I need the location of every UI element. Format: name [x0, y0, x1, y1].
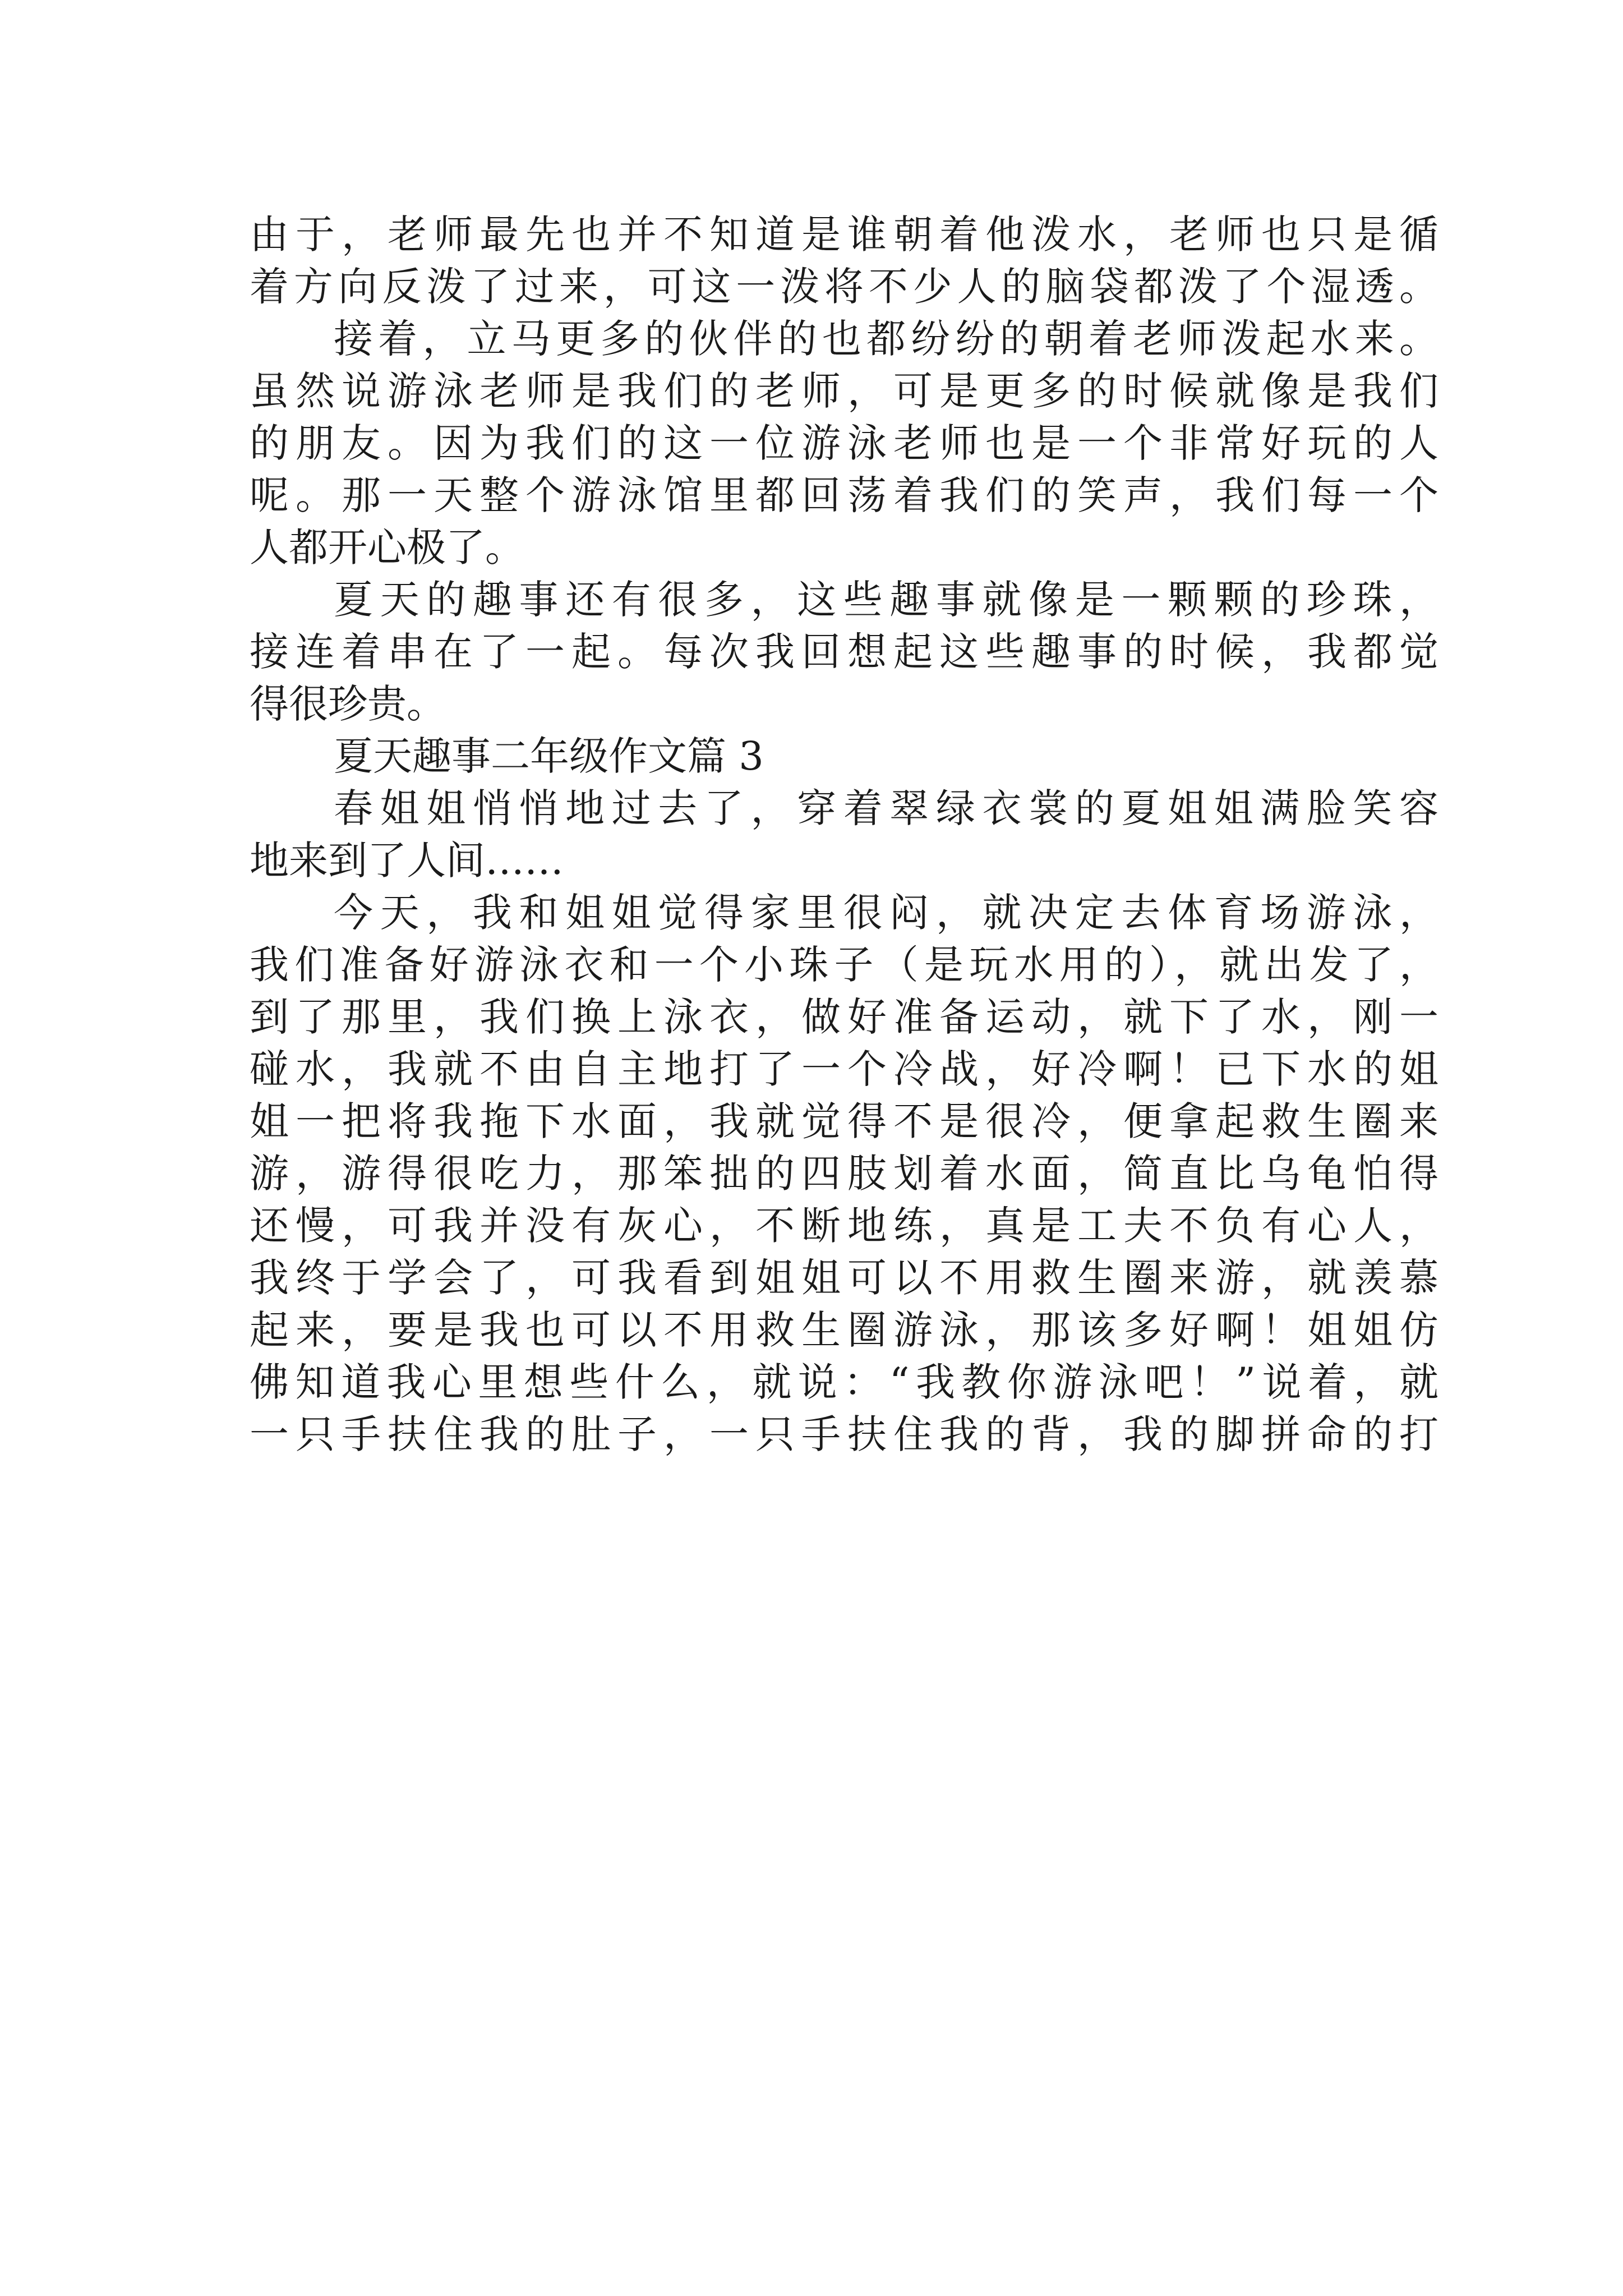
paragraph-start-line: 夏天的趣事还有很多，这些趣事就像是一颗颗的珍珠， [334, 577, 1438, 623]
text-line: 姐一把将我拖下水面，我就觉得不是很冷，便拿起救生圈来 [250, 1098, 1438, 1144]
text-line: 碰水，我就不由自主地打了一个冷战，好冷啊！已下水的姐 [250, 1046, 1438, 1092]
text-line: 接连着串在了一起。每次我回想起这些趣事的时候，我都觉 [250, 629, 1438, 675]
text-line: 佛知道我心里想些什么，就说：“我教你游泳吧！”说着，就 [250, 1359, 1438, 1405]
text-line: 呢。那一天整个游泳馆里都回荡着我们的笑声，我们每一个 [250, 472, 1438, 518]
paragraph-start-line: 春姐姐悄悄地过去了，穿着翠绿衣裳的夏姐姐满脸笑容 [334, 785, 1438, 831]
text-line: 起来，要是我也可以不用救生圈游泳，那该多好啊！姐姐仿 [250, 1307, 1438, 1353]
text-line: 的朋友。因为我们的这一位游泳老师也是一个非常好玩的人 [250, 420, 1438, 466]
paragraph-start-line: 接着，立马更多的伙伴的也都纷纷的朝着老师泼起水来。 [334, 316, 1438, 362]
text-line: 还慢，可我并没有灰心，不断地练，真是工夫不负有心人， [250, 1203, 1438, 1249]
text-line: 地来到了人间…… [250, 838, 564, 884]
document-body [250, 209, 1438, 1461]
text-line: 得很珍贵。 [250, 681, 446, 727]
text-line: 着方向反泼了过来，可这一泼将不少人的脑袋都泼了个湿透。 [250, 264, 1438, 310]
paragraph-start-line: 今天，我和姐姐觉得家里很闷，就决定去体育场游泳， [334, 890, 1438, 936]
text-line: 虽然说游泳老师是我们的老师，可是更多的时候就像是我们 [250, 368, 1438, 414]
text-line: 由于，老师最先也并不知道是谁朝着他泼水，老师也只是循 [250, 211, 1438, 257]
text-line: 我们准备好游泳衣和一个小珠子（是玩水用的），就出发了， [250, 942, 1438, 988]
section-heading: 夏天趣事二年级作文篇 3 [334, 733, 764, 779]
text-line: 人都开心极了。 [250, 524, 524, 570]
text-line: 一只手扶住我的肚子，一只手扶住我的背，我的脚拼命的打 [250, 1411, 1438, 1457]
text-line: 我终于学会了，可我看到姐姐可以不用救生圈来游，就羡慕 [250, 1255, 1438, 1301]
text-line: 到了那里，我们换上泳衣，做好准备运动，就下了水，刚一 [250, 994, 1438, 1040]
text-line: 游，游得很吃力，那笨拙的四肢划着水面，简直比乌龟怕得 [250, 1151, 1438, 1197]
